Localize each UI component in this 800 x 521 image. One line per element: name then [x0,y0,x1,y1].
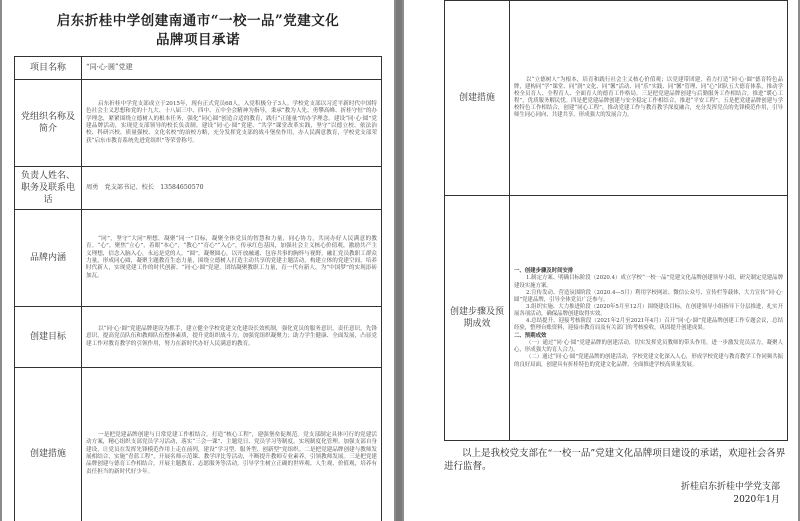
title-line-1: 启东折桂中学创建南通市“一校一品”党建文化 [56,13,340,29]
contact-label: 负责人姓名、职务及联系电话 [15,167,82,210]
row-measures [15,368,382,521]
project-name-label: 项目名称 [15,57,82,80]
project-name-value: “同·心·圆”党建 [82,57,382,80]
effect-1: （一）通过“同·心·圆”党建品牌的创建活动，切实发挥党员教师的带头作用，进一步激发党员活力，凝聚人心，形成强大的育人合力。 [514,340,783,354]
steps-cell [510,196,788,441]
closing-statement [444,447,788,473]
signoff [444,481,788,507]
intro-cell [82,80,382,167]
connotation-text: “同”，坚守“大同”理想，凝聚“同一”目标，凝聚全体党员的智慧和力量，同心协力，共同办好人民满意的教育。“心”，聚焦“立心”，着眼“本心”，“教心”“育心”“入心”，传承红色基因，加强社会主义核心价值观，激励共产主义理想，信念入脑入心，永远是党的人。“圆”，凝聚圆心，以开放融通、包容共事的胸怀与视野，融汇党员教职工群众力量，形成同心圆，凝聚主题教育生态力量，围绕立德树人打造主动共享的党建主题活动，构建立体的党建空间，培养时代新人，实现党建工作的时代创新。“同·心·圆”党建，团结凝聚教职工力量，育一代有新人，为“中国梦”的实现添砖加瓦。 [86,235,378,279]
page-gutter [396,0,402,521]
commitment-table [14,56,382,521]
step-2: 2.宣传发动、营造氛围阶段（2020.4—5月）利用学校网站、微信公众号、宣传栏等载体，大力宣传“同·心·圆”党建品牌，引导全体党员广泛参与。 [514,289,783,303]
connotation-cell [82,210,382,307]
connotation-label: 品牌内涵 [15,210,82,307]
measures-cont-text: 以“立德树人”为根本，培育和践行社会主义核心价值观；以党建带团建，着力打造“同·心·圆”德育特色品牌，建构同“学”课堂、同“润”文化、同“馨”活动、同“乐”实践、同“馨”管理、同“心”团队五大德育体系，推动学校全员育人、全程育人、全面育人的德育工作格局。三是把党建品牌创建与后勤服务工作相结合，推进“暖心工程”，优质服务解民忧。四是把党建品牌创建与安全稳定工作相结合，推进“平安工程”。五是把党建品牌创建与学校特色工作相结合，创建“同心工程”，推动党建工作与教育教学深度融合，充分发挥党员的先锋模范作用，引导师生同心同向、共建共享，形成强大的发展合力。 [514,76,783,119]
effect-2: （二）通过“同·心·圆”党建品牌的创建活动，学校党建文化深入人心，形成学校党建与教育教学工作同频共振的良好局面，创建具有折桂特色的党建文化品牌，全面推进学校高质量发展。 [514,354,783,368]
row-connotation [15,210,382,307]
signoff-date: 2020年1月 [733,495,780,505]
measures-cont-label: 创建措施 [445,1,510,196]
row-steps [445,196,788,441]
signoff-org: 折桂启东折桂中学党支部 [680,482,780,492]
measures-cell [82,368,382,521]
steps-heading: 一、创建步骤及时间安排 [514,268,574,275]
commitment-table-continued [444,0,788,441]
title-line-2: 品牌项目承诺 [156,32,240,48]
measures-text: 一是把党建品牌创建与日常党建工作相结合，打造“核心工程”，建强堡垒促规范。党支部制定具体可行的党建活动方案，精心组织支部党员学习活动，落实“三会一课”、主题党日、党员学习等制度，实现制度化管理。加强支部自身建设，让党员在发挥先锋模范作用上走在前列，建设“学习型、服务型、创新型”党组织。二是把党建品牌创建与教师发展相结合，实施“青蓝工程”，开展名师示范课、教学评比等活动，不断提升教师专业素养，引领教师发展。三是把党建品牌创建与德育工作相结合，开展主题教育、志愿服务等活动，引导学生树立正确的世界观、人生观、价值观，培养有责任担当的新时代好少年。 [86,431,378,475]
document-title [14,12,382,50]
measures-cont-cell [510,1,788,196]
contact-value: 周勇 党支部书记、校长 13584650570 [82,167,382,210]
measures-label: 创建措施 [15,368,82,521]
steps-label: 创建步骤及预期成效 [445,196,510,441]
step-3: 3.组织实施、大力推进阶段（2020年5月至12月）围绕建设目标，在创建领导小组指导下分层推进，扎实开展各项活动，确保品牌创建取得实效。 [514,303,783,317]
goal-label: 创建目标 [15,307,82,368]
goal-cell [82,307,382,368]
row-intro [15,80,382,167]
intro-label: 党组织名称及简介 [15,80,82,167]
effects-heading: 二、预期成效 [514,333,547,340]
document-page-right [404,0,798,521]
intro-text: 启东折桂中学党支部成立于2015年，现有正式党员68人，入党积极分子3人。学校党支部以习近平新时代中国特色社会主义思想和党的十九大、十八届三中、四中、五中全会精神为指导，秉承“教为人先、勇攀高峰、折桂守恒”的办学理念，紧紧围绕立德树人的根本任务，强化“同心圆”创造合适的教育，践行“正能量”的办学理念。建设“同·心·圆”党建品牌活动，实现党支部领导的校长负责制。建设“同·心·圆”党建、“共学”课堂改革实践，坚守“以德立校、依法治校、科研兴校、质量强校、文化名校”的治校方略，充分发挥党支部的战斗堡垒作用，办人民满意教育，学校党支部荣获“启东市教育系统先进党组织”等荣誉称号。 [86,100,378,144]
row-project-name [15,57,382,80]
step-4: 4.总结提升、迎接考核阶段（2021年2月至2021年4月）召开“同·心·圆”党建品牌创建工作专题会议，总结经验，整理台账资料，迎接市教育局及有关部门的考核验收，巩固提升创建成果。 [514,318,783,332]
goal-text: 以“同·心·圆”党建品牌建设为抓手，建立健全学校党建文化建设长效机制，强化党员的服务意识，责任意识，先锋意识，提高党员队伍和教师队伍整体素质，提升党组织战斗力，加强党组织凝聚力；助力学生健康、全面发展，凸显党建工作对教育教学的引领作用，努力在新时代办好人民满意的教育。 [86,325,377,347]
document-page-left [2,0,394,521]
row-contact [15,167,382,210]
closing-text: 以上是我校党支部在“一校一品”党建文化品牌项目建设的承诺，欢迎社会各界进行监督。 [444,448,786,472]
row-measures-continued [445,1,788,196]
row-goal [15,307,382,368]
step-1: 1.制定方案、明确目标阶段（2020.4）成立学校“一校一品”党建文化品牌创建领导小组，研究制定党建品牌建设实施方案。 [514,275,783,289]
